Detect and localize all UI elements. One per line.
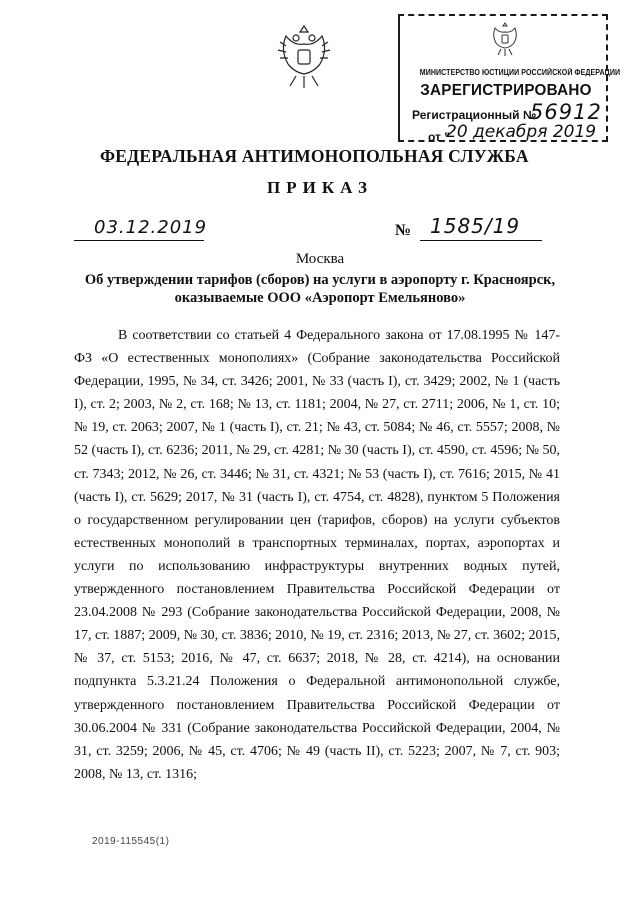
order-date: 03.12.2019 [94,217,208,238]
order-subject: Об утверждении тарифов (сборов) на услуги в аэропорту г. Красноярск, оказываемые ООО «Аэропорт Емельяново» [84,272,556,306]
stamp-ministry-text: МИНИСТЕРСТВО ЮСТИЦИИ РОССИЙСКОЙ ФЕДЕРАЦИИ [419,68,621,77]
date-underline [74,240,204,241]
city-name: Москва [295,251,345,267]
stamp-date-label: от " [428,130,450,144]
coat-of-arms-emblem-icon [272,20,336,100]
order-number: 1585/19 [430,214,521,238]
number-underline [420,240,542,241]
registration-stamp [398,14,621,144]
agency-name: ФЕДЕРАЛЬНАЯ АНТИМОНОПОЛЬНАЯ СЛУЖБА [100,146,529,166]
body-paragraph: В соответствии со статьей 4 Федерального закона от 17.08.1995 № 147-ФЗ «О естественных монополиях» (Собрание законодательства Российской Федерации, 1995, № 34, ст. 3426; 2001, № 33 (часть I), ст. 3429; 2002, № 1 (часть I), ст. 2; 2003, № 2, ст. 168; № 13, ст. 1181; 2004, № 27, ст. 2711; 2006, № 1, ст. 10; № 19, ст. 2063; 2007, № 1 (часть I), ст. 21; № 43, ст. 5084; № 46, ст. 5557; 2008, № 52 (часть I), ст. 6236; 2011, № 29, ст. 4281; № 30 (часть I), ст. 4590, ст. 4596; № 50, ст. 7343; 2012, № 26, ст. 3446; № 31, ст. 4321; № 53 (часть I), ст. 7616; 2015, № 41 (часть I), ст. 5629; 2017, № 31 (часть I), ст. 4754, ст. 4828), пунктом 5 Положения о государственном регулировании цен (тарифов, сборов) на услуги субъектов естественных монополий в транспортных терминалах, портах, аэропортах и услуги по использованию инфраструктуры внутренних водных путей, утвержденного постановлением Правительства Российской Федерации от 23.04.2008 № 293 (Собрание законодательства Российской Федерации, 2008, № 17, ст. 1887; 2009, № 30, ст. 3836; 2010, № 19, ст. 2316; 2013, № 27, ст. 3602; 2015, № 37, ст. 5153; 2016, № 47, ст. 6637; 2018, № 28, ст. 4214), на основании подпункта 5.3.21.24 Положения о Федеральной антимонопольной службе, утвержденного постановлением Правительства Российской Федерации от 30.06.2004 № 331 (Собрание законодательства Российской Федерации, 2004, № 31, ст. 3259; 2006, № 45, ст. 4706; № 49 (часть II), ст. 5223; 2007, № 7, ст. 903; 2008, № 13, ст. 1316; [74,328,560,782]
footer-document-code: 2019-115545(1) [92,836,170,847]
document-title: ПРИКАЗ [267,178,373,197]
stamp-emblem-icon [488,20,522,60]
number-sign: № [395,222,412,239]
stamp-registered-text: ЗАРЕГИСТРИРОВАНО [420,82,592,99]
stamp-date: 20 декабря 2019 [446,122,597,142]
stamp-reg-number: 56912 [530,100,602,124]
stamp-reg-number-label: Регистрационный № [412,108,537,122]
